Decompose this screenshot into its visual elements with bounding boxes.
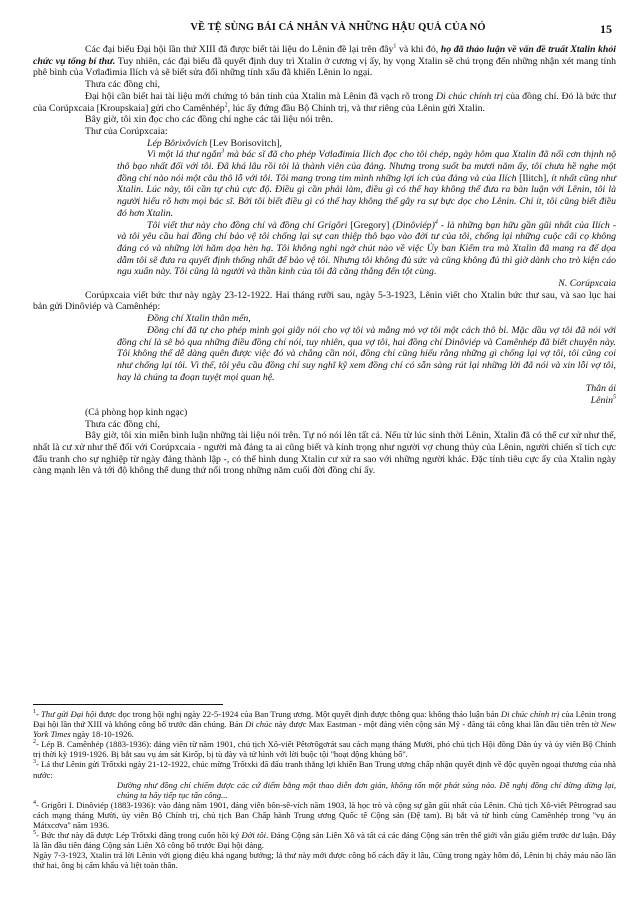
footnote-3: $^3$- Lá thư Lênin gửi Trốtxki ngày 21-12-1922, chúc mừng Trốtxki đã đấu tranh thắng lợi khiến Ban Trung ương chấp nhận quyết định về độc quyền ngoại thương của nhà nước: xyxy=(33,759,616,780)
krupskaya-letter xyxy=(33,138,616,290)
letter-signature: Lênin$^5$ xyxy=(590,394,616,407)
address-comrades: Thưa các đồng chí, xyxy=(85,79,160,91)
letter-salutation: Đồng chí Xtalin thân mến, xyxy=(147,313,251,325)
paragraph-two-documents: Đại hội cần biết hai tài liệu mới chứng tỏ bản tính của Xtalin mà Lênin đã vạch rõ trong Di chúc chính trị của đồng chí. Đó là bức thư của Corúpxcaia [Kroupskaia] gửi cho Camênhép$^2$, lúc ấy đứng đầu Bộ Chính trị, và thư riêng của Lênin gửi Xtalin. xyxy=(33,90,616,114)
emphasis-remove-stalin: họ đã thảo luận về vấn đề truất Xtalin khỏi chức vụ tổng bí thư. xyxy=(33,44,616,67)
address-comrades: Thưa các đồng chí, xyxy=(85,418,160,430)
footnotes xyxy=(33,709,616,871)
footnote-ref-5: 5 xyxy=(613,394,616,401)
footnote-5: $^5$- Bức thư này đã được Lép Trốtxki đăng trong cuốn hồi ký Đời tôi. Đảng Cộng sản Liên Xô và tất cả các đảng Cộng sản trên thế giới vẫn giấu giếm trước dư luận. Đây là lần đầu tiên đảng Cộng sản Liên Xô công bố trước Đại hội đảng. xyxy=(33,830,616,851)
lenin-letter xyxy=(33,313,616,407)
footnote-2: $^2$- Lép B. Camênhép (1883-1936): đảng viên từ năm 1901, chủ tịch Xô-viết Pêtơrôgơrát sau cách mạng tháng Mười, phó chủ tịch Hội đồng Dân ủy và ủy viên Bộ Chính trị thời kỳ 1919-1926. Bị bắt sau vụ ám sát Kirốp, bị tù đày và tử hình với lời buộc tội ''hoạt động khủng bố''. xyxy=(33,739,616,760)
footnote-ref-3: 3 xyxy=(221,149,225,156)
paragraph-lenin-letter-intro: Corúpxcaia viết bức thư này ngày 23-12-1922. Hai tháng rưỡi sau, ngày 5-3-1923, Lênin viết cho Xtalin bức thư sau, và sao lục hai bản gửi Dinôviép và Camênhép: xyxy=(33,289,616,313)
footnote-5-continued: Ngày 7-3-1923, Xtalin trả lời Lênin với giọng điệu khá ngang bướng; lá thư này mới được công bố cách đây ít lâu, Cũng trong ngày hôm đó, Lênin bị chảy máu não lần thứ hai, ông bị cấm khẩu và liệt toàn thân. xyxy=(33,850,616,871)
paragraph-congress-delegates: Các đại biểu Đại hội lần thứ XIII đã được biết tài liệu do Lênin đề lại trên đây$^1$ và khi đó, họ đã thảo luận về vấn đề truất Xtalin khỏi chức vụ tổng bí thư. Tuy nhiên, các đại biểu đã quyết định duy trì Xtalin ở cương vị ấy, hy vọng Xtalin sẽ chú trọng đến những nhận xét mang tính phê bình của Vơlađimia Ilích và sẽ biết sửa đổi những tính xấu đã khiến Lênin lo ngại. xyxy=(33,43,616,79)
page-number: 15 xyxy=(600,22,612,36)
letter-closing: Thân ái xyxy=(585,383,616,395)
paragraph-conclusion: Bây giờ, tôi xin miễn bình luận những tài liệu nói trên. Tự nó nói lên tất cả. Nếu từ lúc sinh thời Lênin, Xtalin đã có thể cư xử như thế, nhất là cư xử như thế đối với Corúpxcaia - người mà đảng ta ai cũng biết và kính trọng như người vợ chung thủy của Lênin, người chiến sĩ tích cực đấu tranh cho sự nghiệp từ ngày đảng thành lập -, có thể hình dung Xtalin cư xử ra sao với những người khác. Đặc tính tiêu cực ấy của Xtalin ngày càng mạnh lên và tới độ không thể dung thứ nổi trong những năm cuối đời đồng chí ấy. xyxy=(33,430,616,477)
footnote-ref-4: 4 xyxy=(434,219,438,226)
footnote-divider xyxy=(33,704,223,705)
letter-paragraph: Tôi viết thư này cho đồng chí và đồng chí Grigôri [Gregory] (Dinôviép)$^4$ - là những bạn hữu gần gũi nhất của Ilích - và tôi yêu cầu hai đồng chí bảo vệ tôi chống lại sự can thiệp thô bạo vào đời tư của tôi, chống lại những cuộc cãi cọ không đáng có và những lời hăm dọa hèn hạ. Tôi không nghi ngờ chút nào về việc Ủy ban Kiểm tra mà Xtalin đã mang ra để dọa dẫm tôi sẽ đưa ra quyết định thống nhất để bảo vệ tôi. Nhưng tôi không đủ sức và cũng không đủ thì giờ dành cho trò kiện cáo ngu xuẩn này. Tôi cũng là người và thần kinh của tôi đã căng thẳng đến tột cùng. xyxy=(117,219,616,278)
footnote-ref-2: 2 xyxy=(224,102,228,109)
stage-direction: (Cả phòng họp kinh ngạc) xyxy=(85,406,188,418)
letter-intro-krupskaya: Thư của Corúpxcaia: xyxy=(85,125,168,137)
page-header xyxy=(60,22,616,38)
paragraph-read-documents: Bây giờ, tôi xin đọc cho các đồng chí nghe các tài liệu nói trên. xyxy=(85,114,333,126)
body-text xyxy=(33,44,616,477)
footnote-1: $^1$- Thư gửi Đại hội được đọc trong hội nghị ngày 22-5-1924 của Ban Trung ương. Một quyết định được thông qua: không thảo luận bản Di chúc chính trị của Lênin trong Đại hội lần thứ XIII và không công bố trước dân chúng. Bản Di chúc này được Max Eastman - một đảng viên cộng sản Mỹ - đăng tải công khai lần đầu tiên trên tờ New York Times ngày 18-10-1926. xyxy=(33,709,617,740)
testament-title: Di chúc chính trị xyxy=(435,90,504,102)
footnote-ref-1: 1 xyxy=(393,43,397,50)
letter-signature: N. Corúpxcaia xyxy=(558,278,616,290)
footnote-4: $^4$- Grigôri I. Dinôviép (1883-1936): vào đảng năm 1901, đảng viên bôn-sê-vích năm 1903, là học trò và cộng sự gần gũi nhất của Lênin. Chủ tịch Xô-viết Pêtrograd sau cách mạng tháng Mười, ủy viên Bộ Chính trị, chủ tịch Ban Chấp hành Trung ương Quốc tế Cộng sản (Đệ tam). Bị bắt và tử hình cùng Camênhép trong ''vụ án Mátxcơva'' năm 1936. xyxy=(33,799,616,831)
letter-salutation: Lép Bôrixôvích [Lev Borisovitch], xyxy=(147,137,282,149)
letter-paragraph: Vì một lá thư ngắn$^3$ mà bác sĩ đã cho phép Vơlađimia Ilích đọc cho tôi chép, ngày hôm qua Xtalin đã nổi cơn thịnh nộ thô bạo nhất đối với tôi. Đã khá lâu rồi tôi là thành viên của đảng. Nhưng trong suốt ba mươi năm ấy, tôi chưa hề nghe một đồng chí nào nói một câu thô lỗ với tôi. Tôi mang trong tim mình những lợi ích của đảng và của Ilích [Ilitch], ít nhất cũng như Xtalin. Lúc này, tôi cần tự chủ cực độ. Điều gì cần phải làm, điều gì có thể hay không thể đưa ra bàn luận với Lênin, tôi là người hiểu rõ hơn mọi bác sĩ. Bởi tôi biết điều gì có thể hay không thể gây ra sự bực dọc cho Lênin. Chỉ ít, tôi cũng biết điều đó hơn Xtalin. xyxy=(117,149,616,219)
letter-paragraph: Đồng chí đã tự cho phép mình gọi giây nói cho vợ tôi và mắng mỏ vợ tôi một cách thô bỉ. Mặc dầu vợ tôi đã nói với đồng chí là sẽ bỏ qua những điều đồng chí nói, tuy nhiên, qua vợ tôi, hai đồng chí Dinôviép và Camênhép đã biết chuyện này. Tôi không thể dễ dàng quên được việc đó và chẳng cần nói, đồng chí cũng hiểu rằng những gì chống lại vợ tôi, tôi cũng coi như chống lại tôi. Vì thế, tôi yêu cầu đồng chí suy nghĩ kỹ xem đồng chí có sẵn sàng rút lại những lời đã nói và xin lỗi vợ tôi, hay là chúng ta đoạn tuyệt mọi quan hệ. xyxy=(117,324,616,383)
running-title: VỀ TỆ SÙNG BÁI CÁ NHÂN VÀ NHỮNG HẬU QUẢ CỦA NÓ xyxy=(190,22,486,33)
footnote-3-quote: Dường như đồng chí chiếm được các cứ điểm bằng một thao diễn đơn giản, không tốn một phát súng nào. Đề nghị đồng chí đừng dừng lại, chúng ta hãy tiếp tục tấn công... xyxy=(117,779,616,800)
